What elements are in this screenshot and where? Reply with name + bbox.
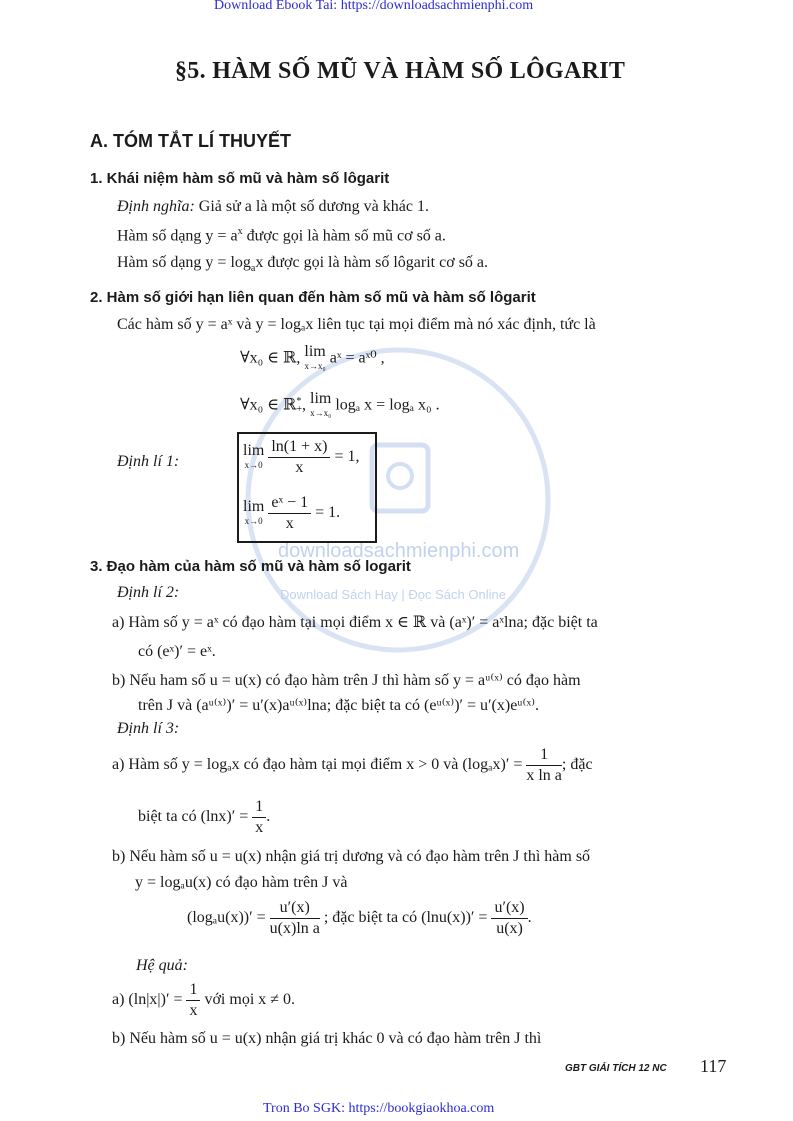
- theorem-3-item-b: b) Nếu hàm số u = u(x) nhận giá trị dương và có đạo hàm trên J thì hàm số: [112, 848, 591, 865]
- corollary-item-a-end: với mọi x ≠ 0.: [204, 991, 296, 1009]
- lim-label: lim: [304, 343, 326, 360]
- log-derivative-formula: [187, 898, 532, 939]
- corollary-label: Hệ quả:: [136, 957, 188, 974]
- positive-reals-sub: +: [296, 404, 303, 415]
- log-function-sub: a: [250, 263, 256, 275]
- theorem-3-item-b-cont: y = logₐu(x) có đạo hàm trên J và: [135, 874, 348, 891]
- book-label: GBT GIẢI TÍCH 12 NC: [565, 1063, 667, 1074]
- limit-formula-exp: [240, 345, 385, 373]
- fraction-denominator: u(x)ln a: [269, 920, 320, 937]
- fraction-denominator: x: [189, 1002, 198, 1019]
- theorem-3-label: Định lí 3:: [117, 720, 180, 737]
- fraction-numerator: eˣ − 1: [268, 493, 311, 514]
- subsection-2-heading: 2. Hàm số giới hạn liên quan đến hàm số mũ và hàm số lôgarit: [90, 289, 536, 306]
- fraction-denominator: x: [255, 819, 264, 836]
- fraction-numerator: ln(1 + x): [268, 437, 330, 458]
- theorem-3-item-a-end: ; đặc: [561, 756, 593, 774]
- theorem-2-item-b: b) Nếu ham số u = u(x) có đạo hàm trên J thì hàm số y = aᵘ⁽ˣ⁾ có đạo hàm: [112, 672, 581, 689]
- fraction-numerator: 1: [186, 980, 200, 1001]
- definition-line: [117, 198, 429, 216]
- limit-operator: [243, 441, 265, 472]
- theorem-2-item-a: a) Hàm số y = aˣ có đạo hàm tại mọi điểm x ∈ ℝ và (aˣ)′ = aˣlna; đặc biệt ta: [112, 614, 598, 631]
- continuity-text: Các hàm số y = aˣ và y = logₐx liên tục tại mọi điểm mà nó xác định, tức là: [117, 316, 596, 333]
- theorem-3-item-a-cont: [138, 797, 270, 838]
- fraction: [252, 797, 266, 838]
- fraction-numerator: u′(x): [491, 898, 527, 919]
- limit-formula-log: ∀x₀ ∈ ℝ * + , lim x→x₀ logₐ x = logₐ x₀ .: [240, 390, 440, 418]
- watermark-tagline: Download Sách Hay | Đọc Sách Online: [280, 587, 506, 602]
- theorem-2-item-a-cont: có (eˣ)′ = eˣ.: [138, 643, 216, 660]
- limit-formula-exp-post: aˣ = aˣ⁰ ,: [329, 349, 385, 367]
- header-download-link[interactable]: Download Ebook Tai: https://downloadsachmienphi.com: [214, 0, 534, 13]
- theorem-3-item-a-text: a) Hàm số y = logₐx có đạo hàm tại mọi điểm x > 0 và (logₐx)′ =: [112, 756, 523, 774]
- exp-function-line: [117, 226, 446, 245]
- lim-subscript: x→0: [244, 515, 263, 526]
- definition-label: Định nghĩa:: [117, 198, 195, 215]
- theorem-1-label: Định lí 1:: [117, 453, 180, 470]
- fraction-denominator: x: [295, 459, 304, 476]
- exp-function-end: được gọi là hàm số mũ cơ số a.: [242, 227, 446, 245]
- theorem-1-limit-log: [243, 437, 360, 478]
- exp-function-text: Hàm số dạng y = a: [117, 227, 238, 245]
- fraction-denominator: u(x): [496, 920, 523, 937]
- lim-label: lim: [310, 390, 332, 407]
- lim-label: lim: [243, 441, 265, 459]
- limit-formula-log-post: logₐ x = logₐ x₀ .: [335, 396, 440, 414]
- limit-result: = 1.: [315, 504, 341, 522]
- section-heading-a: A. TÓM TẮT LÍ THUYẾT: [90, 131, 291, 151]
- lim-subscript: x→0: [244, 459, 263, 470]
- lim-label: lim: [243, 497, 265, 515]
- theorem-3-item-a: [112, 745, 593, 786]
- fraction: [268, 437, 330, 478]
- limit-operator: [243, 497, 265, 528]
- lim-subscript: x→x₀: [304, 361, 326, 371]
- limit-formula-log-pre: ∀x₀ ∈ ℝ: [240, 396, 297, 414]
- fraction: [268, 493, 311, 534]
- period: .: [527, 909, 532, 927]
- fraction-numerator: 1: [252, 797, 266, 818]
- log-function-line: [117, 254, 488, 274]
- theorem-3-item-a-cont-text: biệt ta có (lnx)′ =: [138, 808, 249, 826]
- log-function-end: x được gọi là hàm số lôgarit cơ số a.: [255, 254, 489, 271]
- log-derivative-mid: ; đặc biệt ta có (lnu(x))′ =: [323, 909, 488, 927]
- fraction: [186, 980, 200, 1021]
- limit-operator: [304, 345, 325, 373]
- theorem-1-limit-exp: [243, 493, 340, 534]
- limit-result: = 1,: [334, 448, 360, 466]
- limit-operator: [310, 392, 331, 420]
- exp-function-sup: x: [237, 226, 243, 237]
- theorem-2-item-b-cont: trên J và (aᵘ⁽ˣ⁾)′ = u′(x)aᵘ⁽ˣ⁾lna; đặc biệt ta có (eᵘ⁽ˣ⁾)′ = u′(x)eᵘ⁽ˣ⁾.: [138, 697, 540, 714]
- fraction-numerator: u′(x): [270, 898, 320, 919]
- watermark-domain: downloadsachmienphi.com: [278, 540, 520, 562]
- corollary-item-a-text: a) (ln|x|)′ =: [112, 991, 183, 1009]
- corollary-item-a: [112, 980, 295, 1021]
- positive-reals-sup: *: [296, 396, 302, 407]
- subsection-3-heading: 3. Đạo hàm của hàm số mũ và hàm số logarit: [90, 558, 411, 575]
- fraction-denominator: x ln a: [526, 767, 562, 784]
- corollary-item-b: b) Nếu hàm số u = u(x) nhận giá trị khác 0 và có đạo hàm trên J thì: [112, 1030, 542, 1047]
- fraction-denominator: x: [285, 515, 294, 532]
- limit-formula-exp-pre: ∀x₀ ∈ ℝ,: [240, 349, 301, 367]
- page-title: §5. HÀM SỐ MŨ VÀ HÀM SỐ LÔGARIT: [175, 58, 626, 84]
- footer-sgk-link[interactable]: Tron Bo SGK: https://bookgiaokhoa.com: [263, 1101, 495, 1116]
- page-number: 117: [700, 1056, 727, 1076]
- book-icon: [372, 445, 428, 511]
- fraction: [526, 745, 562, 786]
- subsection-1-heading: 1. Khái niệm hàm số mũ và hàm số lôgarit: [90, 170, 390, 187]
- fraction: [491, 898, 527, 939]
- lim-subscript: x→x₀: [310, 408, 332, 418]
- log-function-text: Hàm số dạng y = log: [117, 254, 251, 271]
- theorem-2-label: Định lí 2:: [117, 584, 180, 601]
- fraction-numerator: 1: [526, 745, 562, 766]
- period: .: [266, 808, 271, 826]
- log-derivative-lhs: (logₐu(x))′ =: [187, 909, 266, 927]
- fraction: [270, 898, 320, 939]
- definition-text: Giả sử a là một số dương và khác 1.: [194, 198, 429, 215]
